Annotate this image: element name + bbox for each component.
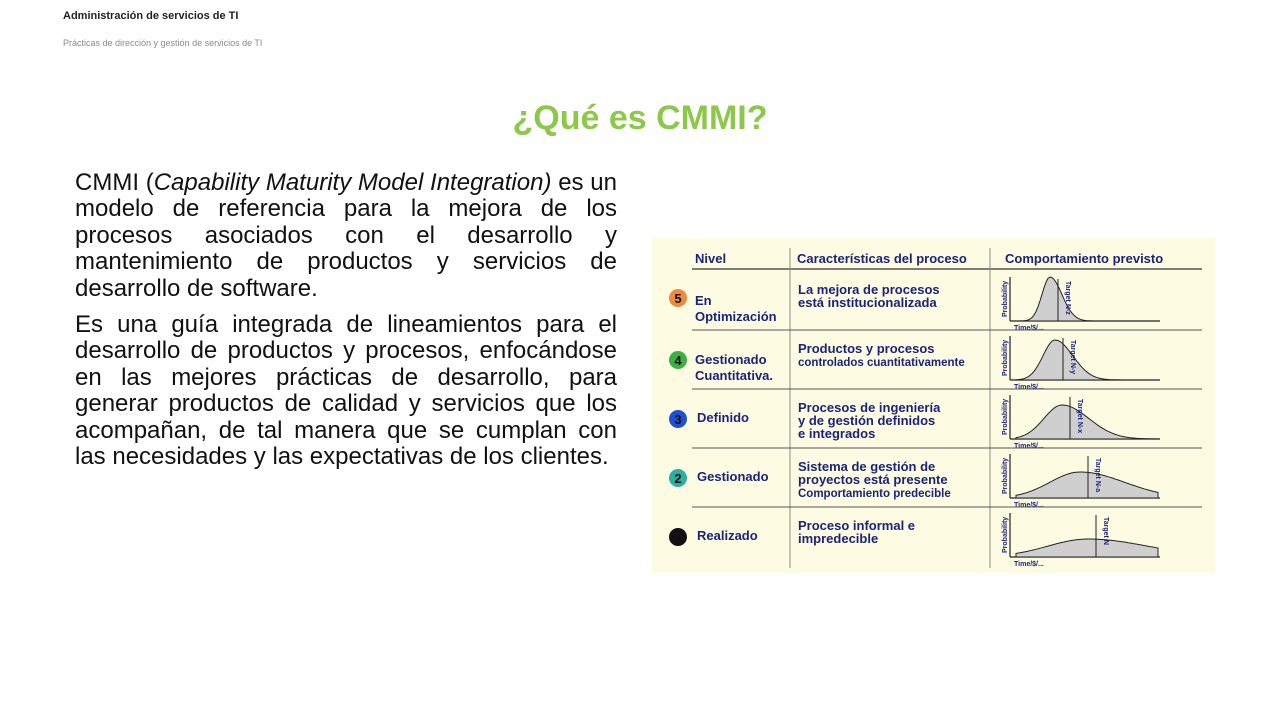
p1-pre: CMMI ( (75, 169, 154, 196)
course-subtitle: Prácticas de dirección y gestión de servicios de TI (63, 38, 263, 48)
slide-title: ¿Qué es CMMI? (512, 99, 768, 137)
mini-chart-ylabel: Probability (1002, 516, 1009, 553)
characteristic-line2: está institucionalizada (798, 295, 937, 310)
mini-chart-xlabel: Time/$/... (1014, 384, 1044, 391)
characteristic-line2: controlados cuantitativamente (798, 357, 965, 369)
level-number: 5 (674, 291, 682, 306)
mini-chart-distribution (1016, 340, 1158, 380)
mini-chart-ylabel: Probability (1002, 280, 1009, 317)
level-name-line2: Optimización (695, 309, 777, 324)
cmmi-levels-table (652, 238, 1215, 573)
characteristic-line2: proyectos está presente (798, 472, 948, 487)
characteristic-line1: La mejora de procesos (798, 282, 940, 297)
level-number: 4 (674, 353, 682, 368)
characteristic-line3: Comportamiento predecible (798, 488, 951, 500)
level-name-line2: Cuantitativa. (695, 368, 774, 383)
level-name-line1: Gestionado (695, 352, 767, 367)
mini-chart-target-label: Target N-z (1064, 281, 1071, 315)
characteristic-line1: Procesos de ingeniería (798, 400, 941, 415)
characteristic-line3: e integrados (798, 426, 876, 441)
p1-post: es un modelo de referencia para la mejora de los procesos asociados con el desarrollo y mantenimiento de productos y servicios de desarrollo de software. (75, 169, 617, 302)
characteristic-line2: y de gestión definidos (798, 413, 936, 428)
header-nivel: Nivel (695, 251, 727, 266)
paragraph-guide: Es una guía integrada de lineamientos para el desarrollo de productos y procesos, enfocándose en las mejores prácticas de desarrollo, para generar productos de calidad y servicios que los acompañan, de tal manera que se cumplan con las necesidades y las expectativas de los clientes. (75, 310, 617, 470)
mini-chart-distribution (1016, 539, 1158, 557)
mini-chart-xlabel: Time/$/... (1014, 325, 1044, 332)
mini-chart-xlabel: Time/$/... (1014, 561, 1044, 568)
paragraph-definition (75, 170, 617, 302)
mini-chart-distribution (1016, 472, 1158, 498)
header-caracteristicas: Características del proceso (797, 251, 967, 266)
level-name: Gestionado (697, 469, 769, 484)
level-name: Definido (697, 410, 749, 425)
characteristic-line1: Productos y procesos (798, 341, 935, 356)
level-name-line1: En (695, 293, 712, 308)
mini-chart-distribution (1016, 405, 1158, 439)
level-name: Realizado (697, 528, 758, 543)
mini-chart-distribution (1016, 277, 1158, 321)
mini-chart-xlabel: Time/$/... (1014, 443, 1044, 450)
mini-chart-target-label: Target N (1102, 517, 1109, 545)
characteristic-line1: Proceso informal e (798, 518, 916, 533)
mini-chart-xlabel: Time/$/... (1014, 502, 1044, 509)
cmmi-levels-figure (652, 238, 1215, 573)
mini-chart-ylabel: Probability (1002, 398, 1009, 435)
mini-chart-ylabel: Probability (1002, 457, 1009, 494)
level-number: 1 (674, 530, 682, 545)
course-title: Administración de servicios de TI (63, 10, 239, 22)
mini-chart-target-label: Target N-y (1069, 340, 1076, 375)
characteristic-line1: Sistema de gestión de (798, 459, 936, 474)
body-text (75, 170, 617, 480)
mini-chart-target-label: Target N-a (1094, 458, 1101, 493)
characteristic-line2: impredecible (798, 531, 879, 546)
mini-chart-ylabel: Probability (1002, 339, 1009, 376)
levels-rows (669, 277, 1202, 568)
level-number: 2 (674, 471, 682, 486)
p1-italic: Capability Maturity Model Integration) (153, 169, 552, 196)
mini-chart-target-label: Target N-x (1076, 399, 1083, 434)
header-comportamiento: Comportamiento previsto (1005, 251, 1164, 266)
level-number: 3 (674, 412, 682, 427)
